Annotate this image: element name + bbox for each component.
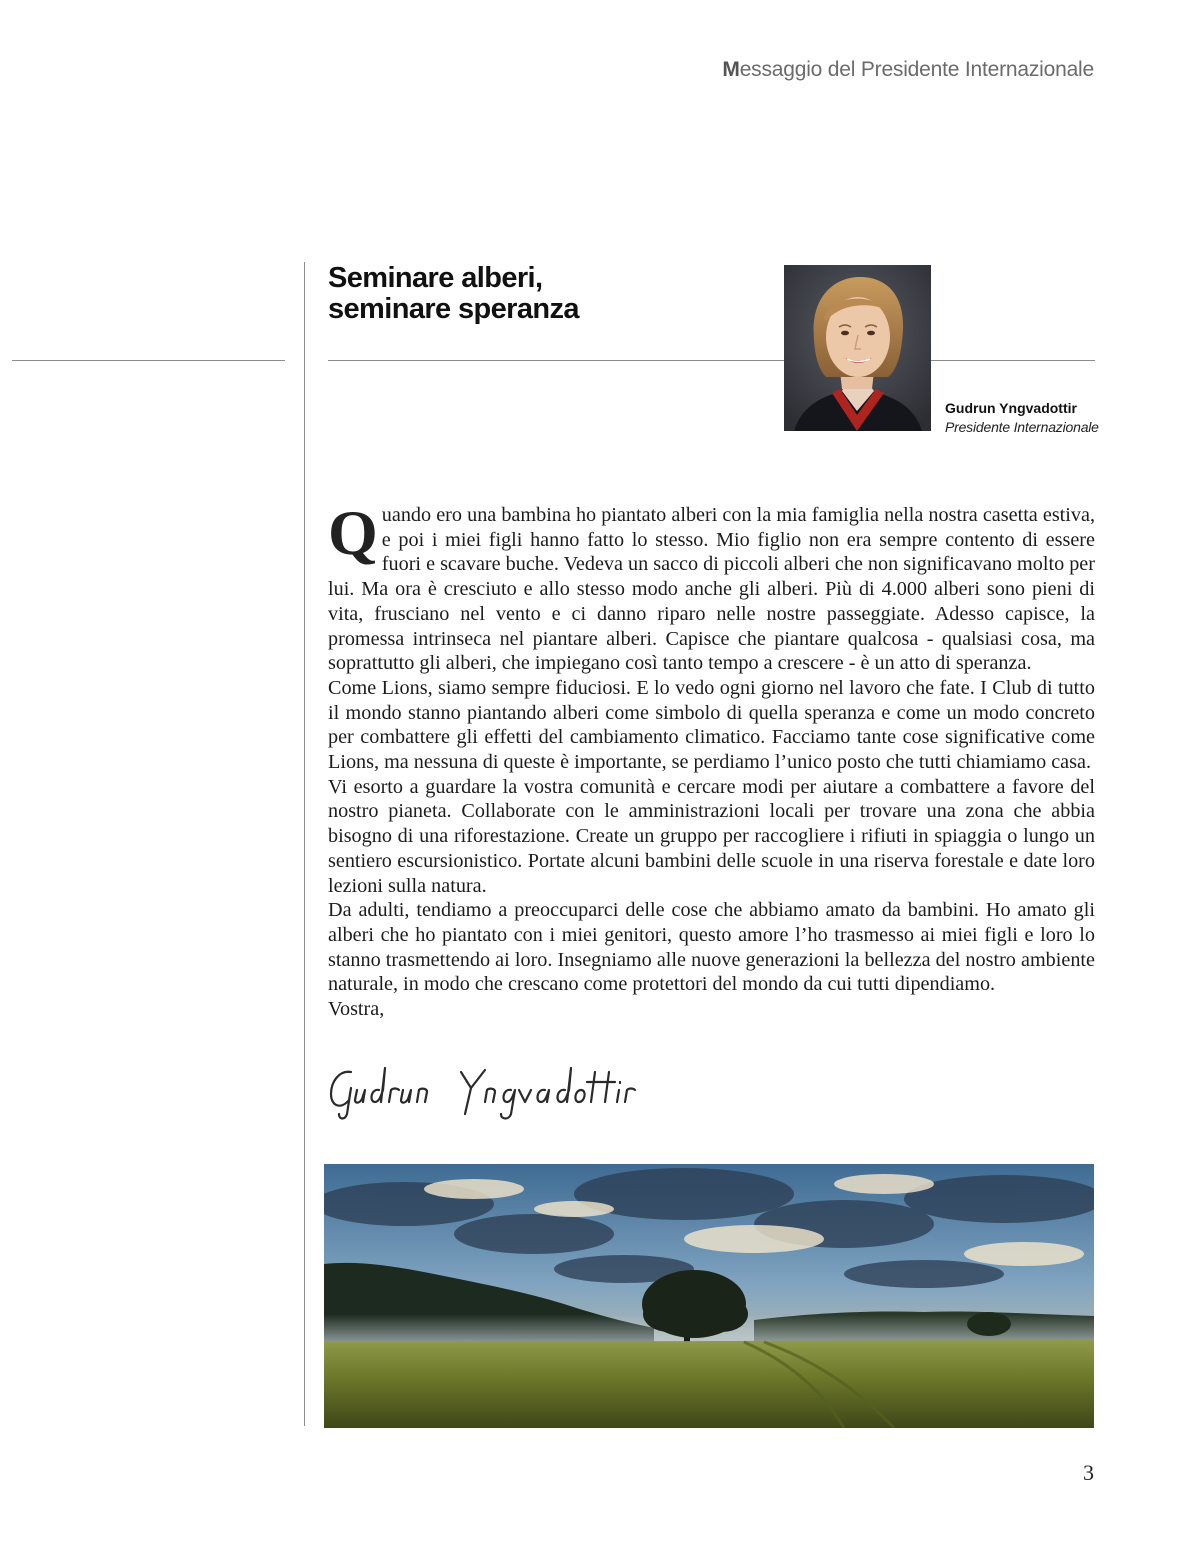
horizontal-divider-middle bbox=[328, 360, 786, 361]
running-header-initial: M bbox=[722, 58, 740, 81]
author-portrait bbox=[784, 265, 931, 431]
paragraph-4: Da adulti, tendiamo a preoccuparci delle cose che abbiamo amato da bambini. Ho amato gli alberi che ho piantato con i miei genitori, questo amore l’ho trasmesso ai miei figli e loro lo stanno trasmettendo ai loro. Insegniamo alle nuove generazioni la bellezza del nostro ambiente naturale, in modo che crescano come protettori del mondo da cui tutti dipendiamo. bbox=[328, 899, 1095, 996]
horizontal-divider-left bbox=[12, 360, 285, 361]
page-number: 3 bbox=[1083, 1460, 1094, 1485]
handwritten-signature bbox=[325, 1058, 645, 1124]
signature-image bbox=[325, 1058, 645, 1124]
paragraph-2: Come Lions, siamo sempre fiduciosi. E lo vedo ogni giorno nel lavoro che fate. I Club di tutto il mondo stanno piantando alberi come simbolo di quella speranza e come un modo concreto per combattere gli effetti del cambiamento climatico. Facciamo tante cose significative come Lions, ma nessuna di queste è importante, se perdiamo l’unico posto che tutti chiamiamo casa. bbox=[328, 676, 1095, 774]
vertical-divider bbox=[304, 262, 305, 1426]
author-byline bbox=[945, 399, 1099, 436]
running-header bbox=[722, 58, 1094, 82]
paragraph-1 bbox=[328, 497, 1095, 676]
landscape-photo bbox=[324, 1164, 1094, 1428]
closing-line: Vostra, bbox=[328, 998, 385, 1021]
landscape-image bbox=[324, 1164, 1094, 1428]
drop-cap: Q bbox=[328, 497, 378, 568]
horizontal-divider-right bbox=[930, 360, 1095, 361]
article-body bbox=[328, 497, 1095, 1022]
author-role: Presidente Internazionale bbox=[945, 419, 1099, 435]
paragraph-3: Vi esorto a guardare la vostra comunità e cercare modi per aiutare a combattere a favore del nostro pianeta. Collaborate con le amministrazioni locali per trovare una zona che abbia bisogno di una riforestazione. Create un gruppo per raccogliere i rifiuti in spiaggia o lungo un sentiero escursionistico. Portate alcuni bambini delle scuole in una riserva forestale e date loro lezioni sulla natura. bbox=[328, 775, 1095, 897]
author-name: Gudrun Yngvadottir bbox=[945, 400, 1077, 416]
paragraph-1-text: uando ero una bambina ho piantato alberi con la mia famiglia nella nostra casetta estiva, e poi i miei figli hanno fatto lo stesso. Mio figlio non era sempre contento di essere fuori e scavare buche. Vedeva un sacco di piccoli alberi che non significavano molto per lui. Ma ora è cresciuto e allo stesso modo anche gli alberi. Più di 4.000 alberi sono pieni di vita, frusciano nel vento e ci danno riparo nelle nostre passeggiate. Adesso capisce, la promessa intrinseca nel piantare alberi. Capisce che piantare qualcosa - qualsiasi cosa, ma soprattutto gli alberi, che impiegano così tanto tempo a crescere - è un atto di speranza. bbox=[328, 504, 1095, 675]
portrait-image bbox=[784, 265, 931, 431]
title-line-2: seminare speranza bbox=[328, 293, 579, 325]
running-header-text: essaggio del Presidente Internazionale bbox=[739, 58, 1094, 81]
title-line-1: Seminare alberi, bbox=[328, 262, 543, 294]
article-title bbox=[328, 263, 758, 325]
